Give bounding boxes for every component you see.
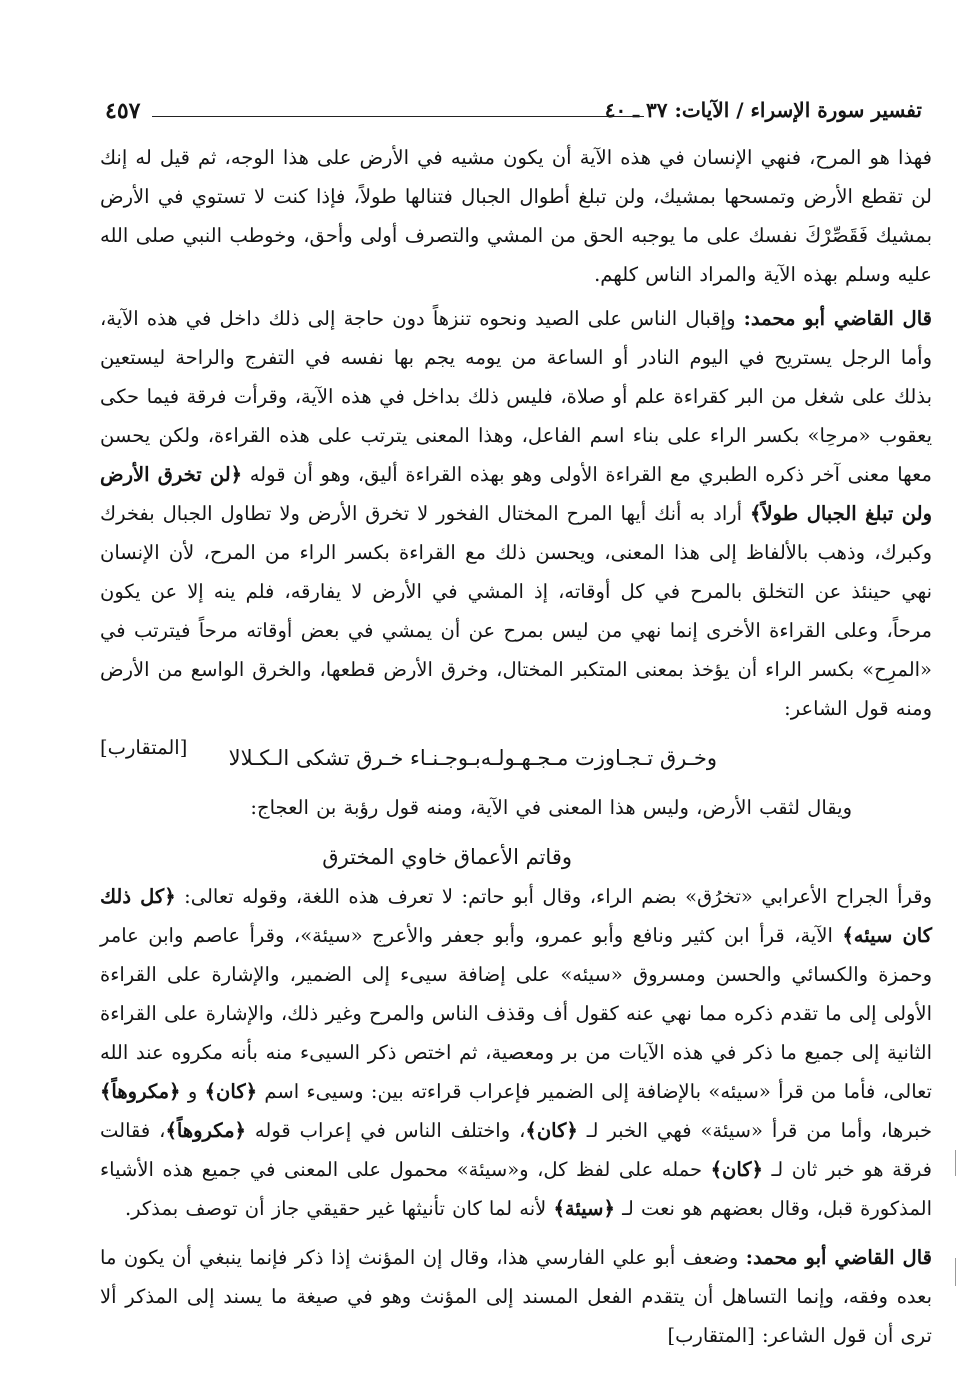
paragraph-4-text (100, 877, 932, 1228)
text-run: خبرها، وأما من قرأ «سيئة» فهي الخبر لـ (577, 1119, 932, 1142)
paragraph-3 (152, 788, 852, 827)
meter-label: [المتقارب] (100, 736, 188, 759)
verse-line-2: وقاتم الأعماق خاوي المخترق (322, 845, 572, 869)
paragraph-1 (100, 138, 932, 294)
verse-hemistich-first: وخـرق تـجـاوزت مـجـهـولـه (480, 746, 717, 770)
text-run: وضعف أبو علي الفارسي هذا، وقال إن المؤنث إذا ذكر فإنما ينبغي أن يكون ما بعده وفقه، وإنما التساهل أن يتقدم الفعل المسند إلى المؤنث وهو في صيغة ما يسند إلى المذكر ألا ترى أن قول الشاعر: (100, 1246, 932, 1347)
speaker-label: قال القاضي أبو محمد: (745, 1246, 932, 1269)
text-run: ، واختلف الناس في إعراب قوله (245, 1119, 526, 1142)
text-run: أراد به أنك أيها المرح المختال الفخور لا تخرق الأرض ولا تطاول الجبال بفخرك وكبرك، وذهب بالألفاظ إلى هذا المعنى، ويحسن ذلك مع القراءة بكسر الراء من المرح، لأن الإنسان نهي حينئذ عن التخلق بالمرح في كل أوقاته، إذ المشي في الأرض لا يفارقه، فلم ينه إلا عن يكون مرحاً، وعلى القراءة الأخرى إنما نهي من ليس بمرح عن أن يمشي في بعض أوقاته مرحاً فيترتب في «المرِح» بكسر الراء أن يؤخذ بمعنى المتكبر المختال، وخرق الأرض قطعها، والخرق الواسع من الأرض ومنه قول الشاعر: (100, 502, 932, 720)
page-number: ٤٥٧ (105, 98, 141, 124)
header-rule (152, 116, 644, 117)
verse-line-1 (228, 746, 717, 770)
text-run: لأنه لما كان تأنيثها غير حقيقي جاز أن توصف بمذكر. (124, 1197, 554, 1220)
text-run: وقرأ الجراح الأعرابي «تخرُق» بضم الراء، وقال أبو حاتم: لا تعرف هذه اللغة، وقوله تعالى: (175, 885, 933, 908)
text-run: وإقبال الناس على الصيد ونحوه تنزهاً دون حاجة إلى ذلك داخل في هذه الآية، وأما الرجل يستريح في اليوم النادر أو الساعة من يومه يجم بها نفسه في التفرج والراحة ليستعين بذلك على شغل من البر كقراءة علم أو صلاة، فليس ذلك بداخل في هذه الآية، وقرأت فرقة فيما حكى يعقوب «مرحِا» بكسر الراء على بناء اسم الفاعل، وهذا المعنى يترتب على هذه القراءة، ولكن يحسن معها معنى آخر ذكره الطبري مع القراءة الأولى وهو بهذه القراءة أليق، وهو أن قوله (100, 307, 932, 486)
text-run: و (180, 1080, 205, 1103)
quran-quote: ﴿كان﴾ (204, 1080, 258, 1103)
margin-mark (955, 1150, 958, 1176)
paragraph-1-text: فهذا هو المرح، فنهي الإنسان في هذه الآية أن يكون مشيه في الأرض على هذا الوجه، ثم قيل له إنك لن تقطع الأرض وتمسحها بمشيك، ولن تبلغ أطوال الجبال فتنالها طولاً، فإذا كنت لا تستوي في الأرض بمشيك فَقَصِّرْكَ نفسك على ما يوجبه الحق من المشي والتصرف أولى وأحق، وخوطب النبي صلى الله عليه وسلم بهذه الآية والمراد الناس كلهم. (100, 146, 932, 286)
paragraph-2-text (100, 299, 932, 767)
meter-label: [المتقارب] (667, 1324, 755, 1347)
margin-mark (955, 1258, 958, 1286)
paragraph-5 (100, 1238, 932, 1355)
paragraph-5-text (100, 1238, 932, 1355)
quran-quote: ﴿كان﴾ (525, 1119, 578, 1142)
quran-quote: ﴿كان﴾ (710, 1158, 763, 1181)
verse-hemistich-second: بـوجـنـاء خـرق تشكى الـكـلالا (228, 746, 481, 770)
quran-quote: ﴿كل ذلك كان سيئه﴾ (100, 885, 932, 947)
quran-quote: ﴿لن تخرق الأرض ولن تبلغ الجبال طولاً﴾ (100, 463, 933, 525)
text-run: الآية، قرأ ابن كثير ونافع وأبو عمرو، وأبو جعفر والأعرج «سيئة»، وقرأ عاصم وابن عامر وحمزة والكسائي والحسن ومسروق «سيئه» على إضافة سيىء إلى الضمير، والإشارة على القراءة الأولى إلى ما تقدم ذكره مما نهي عنه كقول أف وقذف الناس والمرح وغير ذلك، والإشارة على القراءة الثانية إلى جميع ما ذكر في هذه الآيات من بر ومعصية، ثم اختص ذكر السيىء منه بأنه مكروه عند الله تعالى، فأما من قرأ «سيئه» بالإضافة إلى الضمير فإعراب قراءته بين: وسيىء اسم (100, 924, 932, 1103)
quran-quote: ﴿مكروهاً﴾ (100, 1080, 181, 1103)
paragraph-2 (100, 299, 932, 767)
quran-quote: ﴿سيئة﴾ (553, 1197, 615, 1220)
text-run: ، فقالت فرقة هو خبر ثان لـ (100, 1119, 933, 1181)
text-run: حمله على لفظ كل، و«سيئة» محمول على المعنى في جميع هذه الأشياء المذكورة قبل، وقال بعضهم هو نعت لـ (100, 1158, 932, 1220)
paragraph-4 (100, 877, 932, 1228)
running-title: تفسير سورة الإسراء / الآيات: ٣٧ ـ ٤٠ (604, 98, 922, 122)
speaker-label: قال القاضي أبو محمد: (743, 307, 932, 330)
paragraph-3-text: ويقال لثقب الأرض، وليس هذا المعنى في الآية، ومنه قول رؤبة بن العجاج: (250, 796, 852, 819)
quran-quote: ﴿مكروهاً﴾ (165, 1119, 246, 1142)
